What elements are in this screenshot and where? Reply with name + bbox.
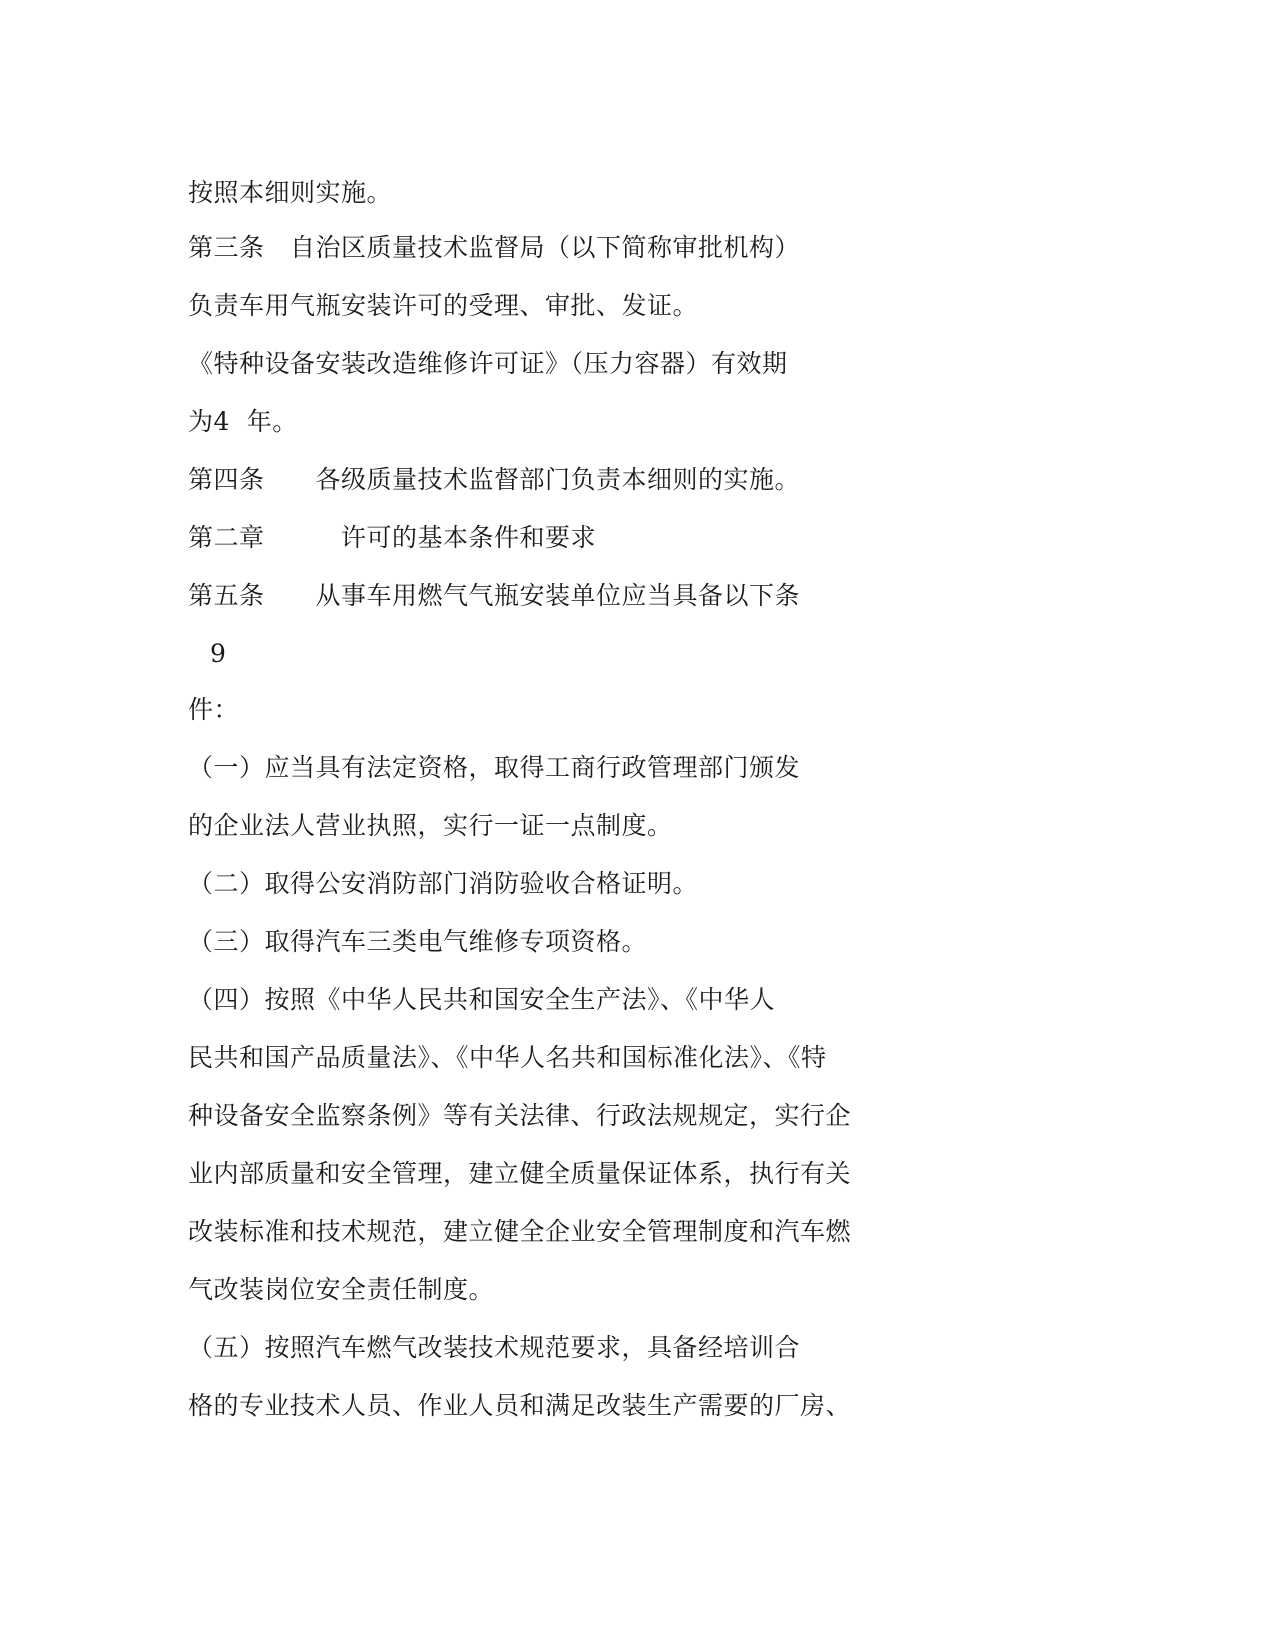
text-line: 种设备安全监察条例》等有关法律、行政法规规定，实行企 bbox=[188, 1101, 852, 1130]
article-5-heading: 第五条 从事车用燃气气瓶安装单位应当具备以下条 bbox=[188, 581, 801, 610]
article-4-heading: 第四条 各级质量技术监督部门负责本细则的实施。 bbox=[188, 465, 801, 494]
text-line: 气改装岗位安全责任制度。 bbox=[188, 1275, 495, 1304]
text-line: 负责车用气瓶安装许可的受理、审批、发证。 bbox=[188, 291, 699, 320]
list-item-4: （四）按照《中华人民共和国安全生产法》、《中华人 bbox=[188, 985, 776, 1014]
text-line: 业内部质量和安全管理，建立健全质量保证体系，执行有关 bbox=[188, 1159, 852, 1188]
text-line: 《特种设备安装改造维修许可证》（压力容器）有效期 bbox=[188, 349, 788, 378]
text-line: 格的专业技术人员、作业人员和满足改装生产需要的厂房、 bbox=[188, 1391, 852, 1420]
list-item-2: （二）取得公安消防部门消防验收合格证明。 bbox=[188, 869, 699, 898]
list-item-1: （一）应当具有法定资格，取得工商行政管理部门颁发 bbox=[188, 753, 801, 782]
text-line: 为4 年。 bbox=[188, 407, 298, 436]
text-line: 民共和国产品质量法》、《中华人名共和国标准化法》、《特 bbox=[188, 1043, 827, 1072]
text-line: 的企业法人营业执照，实行一证一点制度。 bbox=[188, 811, 673, 840]
page-number: 9 bbox=[210, 639, 227, 668]
chapter-2-heading: 第二章 许可的基本条件和要求 bbox=[188, 523, 597, 552]
text-line: 件： bbox=[188, 695, 240, 724]
article-3-heading: 第三条 自治区质量技术监督局（以下简称审批机构） bbox=[188, 233, 801, 262]
list-item-3: （三）取得汽车三类电气维修专项资格。 bbox=[188, 927, 648, 956]
text-line: 改装标准和技术规范，建立健全企业安全管理制度和汽车燃 bbox=[188, 1217, 852, 1246]
list-item-5: （五）按照汽车燃气改装技术规范要求，具备经培训合 bbox=[188, 1333, 801, 1362]
text-line: 按照本细则实施。 bbox=[188, 178, 393, 207]
